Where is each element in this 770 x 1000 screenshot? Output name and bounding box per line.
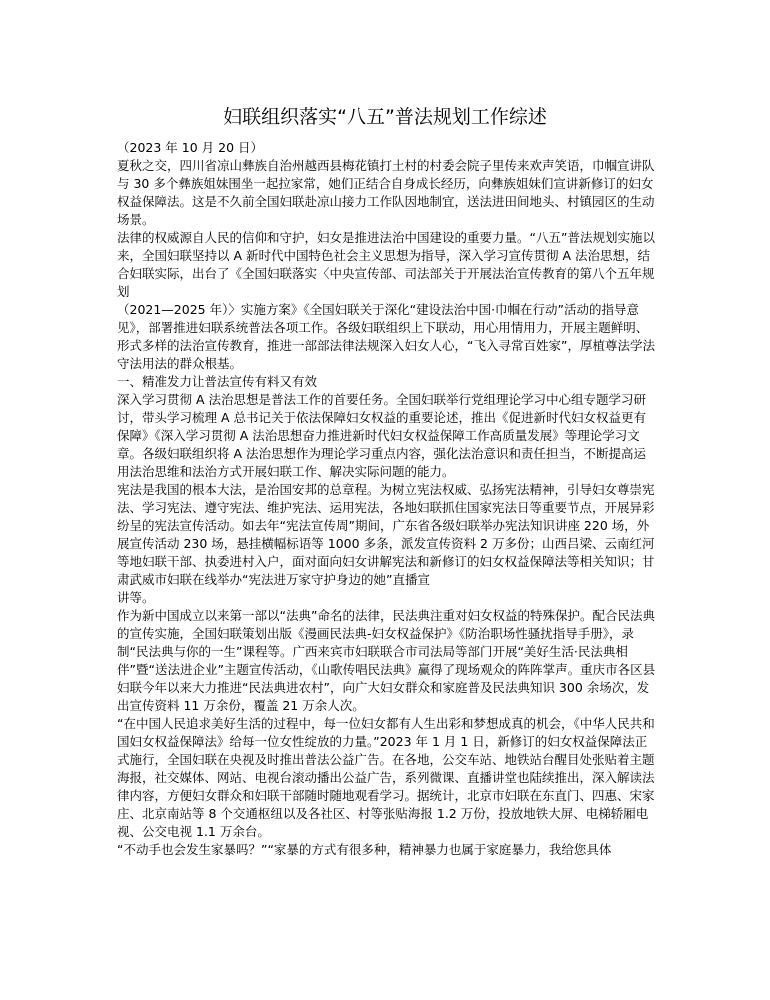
paragraph: 深入学习贯彻 A 法治思想是普法工作的首要任务。全国妇联举行党组理论学习中心组专题学习研讨，带头学习梳理 A 总书记关于依法保障妇女权益的重要论述，推出《促进新时代妇女权益更有保障》《深入学习贯彻 A 法治思想奋力推进新时代妇女权益保障工作高质量发展》等理论学习文章。各级妇联组织将 A 法治思想作为理论学习重点内容，强化法治意识和责任担当，不断提高运用法治思维和法治方式开展妇联工作、解决实际问题的能力。	[117, 392, 646, 479]
date-line: （2023 年 10 月 20 日）	[117, 140, 263, 155]
paragraph: 作为新中国成立以来第一部以“法典”命名的法律，民法典注重对妇女权益的特殊保护。配合民法典的宣传实施，全国妇联策划出版《漫画民法典-妇女权益保护》《防治职场性骚扰指导手册》，录制“民法典与你的一生”课程等。广西来宾市妇联联合市司法局等部门开展“美好生活·民法典相伴”暨“送法进企业”主题宣传活动，《山歌传唱民法典》赢得了现场观众的阵阵掌声。重庆市各区县妇联今年以来大力推进“民法典进农村”，向广大妇女群众和家庭普及民法典知识 300 余场次，发出宣传资料 11 万余份，覆盖 21 万余人次。	[117, 608, 656, 713]
paragraph: 宪法是我国的根本大法，是治国安邦的总章程。为树立宪法权威、弘扬宪法精神，引导妇女尊崇宪法、学习宪法、遵守宪法、维护宪法、运用宪法，各地妇联抓住国家宪法日等重要节点，开展异彩纷呈的宪法宣传活动。如去年“宪法宣传周”期间，广东省各级妇联举办宪法知识讲座 220 场，外展宣传活动 230 场，悬挂横幅标语等 1000 多条，派发宣传资料 2 万多份；山西吕梁、云南红河等地妇联干部、执委进村入户，面对面向妇女讲解宪法和新修订的妇女权益保障法等相关知识；甘肃武威市妇联在线举办“宪法进万家守护身边的她”直播宣	[117, 482, 655, 587]
section-heading: 一、精准发力让普法宣传有料又有效	[117, 374, 318, 389]
paragraph: “不动手也会发生家暴吗？”“家暴的方式有很多种，精神暴力也属于家庭暴力，我给您具体	[117, 842, 612, 857]
paragraph: 夏秋之交，四川省凉山彝族自治州越西县梅花镇打土村的村委会院子里传来欢声笑语，巾帼宣讲队与 30 多个彝族姐妹围坐一起拉家常，她们正结合自身成长经历，向彝族姐妹们宣讲新修订的妇女权益保障法。这是不久前全国妇联赴凉山接力工作队因地制宜，送法进田间地头、村镇园区的生动场景。	[117, 158, 655, 227]
paragraph: （2021—2025 年）〉实施方案》《全国妇联关于深化“建设法治中国·巾帼在行动”活动的指导意见》，部署推进妇联系统普法各项工作。各级妇联组织上下联动，用心用情用力，开展主题鲜明、形式多样的法治宣传教育，推进一部部法律法规深入妇女人心，“飞入寻常百姓家”，厚植尊法学法守法用法的群众根基。	[117, 302, 655, 371]
document-body	[117, 139, 657, 859]
document-title: 妇联组织落实“八五”普法规划工作综述	[223, 106, 547, 128]
paragraph: 讲等。	[117, 590, 155, 605]
paragraph: “在中国人民追求美好生活的过程中，每一位妇女都有人生出彩和梦想成真的机会，《中华人民共和国妇女权益保障法》给每一位女性绽放的力量。”2023 年 1 月 1 日，新修订的妇女权益保障法正式施行，全国妇联在央视及时推出普法公益广告。在各地，公交车站、地铁站台醒目处张贴着主题海报，社交媒体、网站、电视台滚动播出公益广告，系列微课、直播讲堂也陆续推出，深入解读法律内容，方便妇女群众和妇联干部随时随地观看学习。据统计，北京市妇联在东直门、四惠、宋家庄、北京南站等 8 个交通枢纽以及各社区、村等张贴海报 1.2 万份，投放地铁大屏、电梯轿厢电视、公交电视 1.1 万余台。	[117, 716, 655, 839]
paragraph: 法律的权威源自人民的信仰和守护，妇女是推进法治中国建设的重要力量。“八五”普法规划实施以来，全国妇联坚持以 A 新时代中国特色社会主义思想为指导，深入学习宣传贯彻 A 法治思想，结合妇联实际，出台了《全国妇联落实〈中央宣传部、司法部关于开展法治宣传教育的第八个五年规划	[117, 230, 655, 299]
